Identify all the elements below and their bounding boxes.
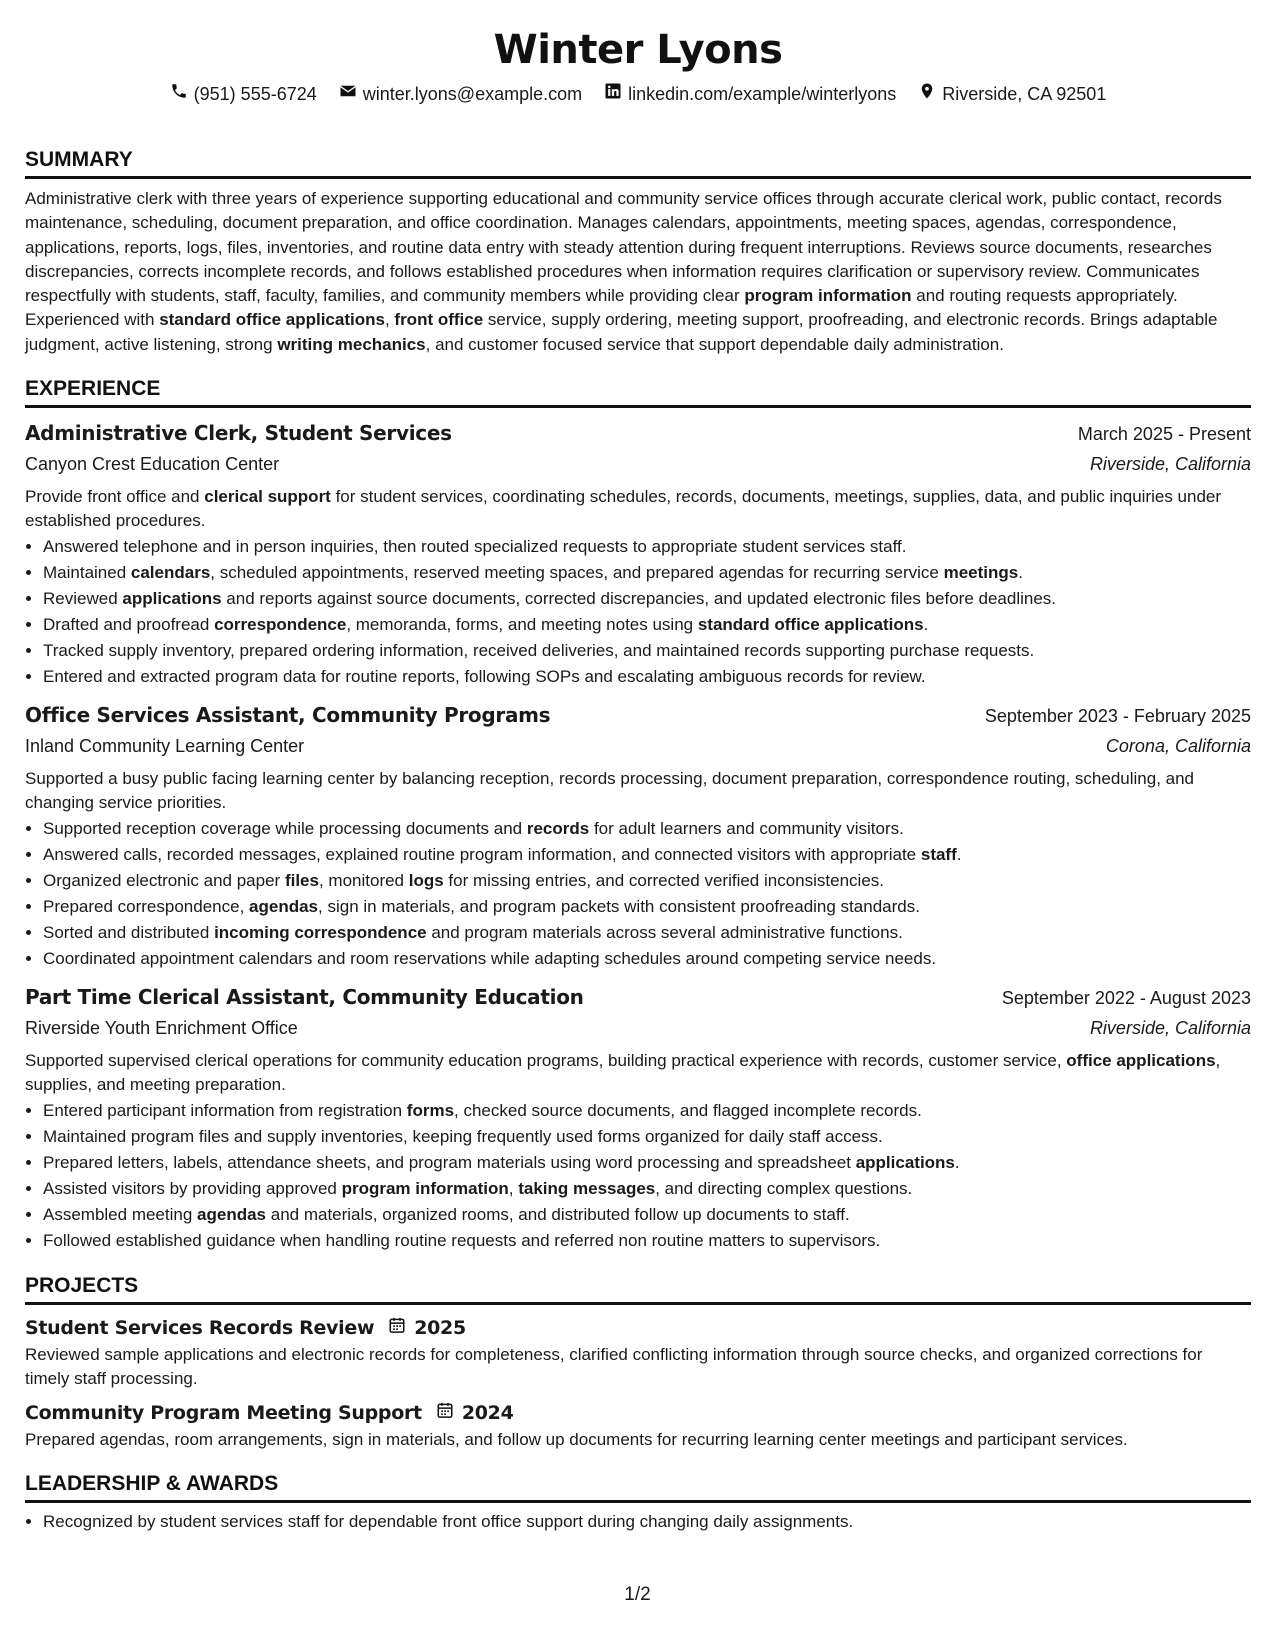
section-title-projects: PROJECTS: [25, 1272, 1251, 1305]
calendar-icon: [382, 1313, 406, 1343]
job-bullet: • Answered calls, recorded messages, explained routine program information, and connected visitors with appropriate staff.: [43, 842, 1251, 868]
job-bullets: [25, 1098, 1251, 1254]
job-location: Corona, California: [1105, 736, 1251, 757]
phone-text: (951) 555-6724: [193, 84, 317, 104]
project-list: [25, 1313, 1251, 1452]
location-text: Riverside, CA 92501: [942, 84, 1107, 104]
page-number: 1/2: [624, 1584, 651, 1605]
job-bullets: [25, 534, 1251, 690]
job-organization: Canyon Crest Education Center: [25, 454, 280, 475]
calendar-icon: [430, 1398, 454, 1428]
contact-linkedin[interactable]: [604, 82, 896, 106]
project-title: Community Program Meeting Support: [25, 1402, 422, 1425]
job-description: Supported a busy public facing learning center by balancing reception, records processing, document preparation, correspondence routing, scheduling, and changing service priorities.: [25, 769, 1195, 812]
project-header: [25, 1313, 1251, 1343]
envelope-icon: [339, 82, 357, 106]
job-description: Provide front office and clerical support for student services, coordinating schedules, records, documents, meetings, supplies, data, and public inquiries under established procedures.: [25, 487, 1222, 530]
job-bullets: [25, 816, 1251, 972]
linkedin-icon: [604, 82, 622, 106]
job-bullet: • Answered telephone and in person inquiries, then routed specialized requests to appropriate student services staff.: [43, 534, 1251, 560]
resume-page: [25, 0, 1251, 1535]
job-bullet: • Coordinated appointment calendars and room reservations while adapting schedules around competing service needs.: [43, 946, 1251, 972]
leadership-list: [25, 1509, 1251, 1535]
project-description: Prepared agendas, room arrangements, sign in materials, and follow up documents for recurring learning center meetings and participant services.: [25, 1430, 1128, 1450]
job-bullet: • Maintained program files and supply inventories, keeping frequently used forms organized for daily staff access.: [43, 1124, 1251, 1150]
job-dates: September 2022 - August 2023: [1001, 988, 1251, 1009]
job-bullet: • Entered participant information from registration forms, checked source documents, and flagged incomplete records.: [43, 1098, 1251, 1124]
job-bullet: • Supported reception coverage while processing documents and records for adult learners and community visitors.: [43, 816, 1251, 842]
job-header: [25, 700, 1251, 731]
job-bullet: • Assembled meeting agendas and materials, organized rooms, and distributed follow up documents to staff.: [43, 1202, 1251, 1228]
contact-bar: [25, 82, 1251, 106]
job-bullet: • Prepared correspondence, agendas, sign in materials, and program packets with consistent proofreading standards.: [43, 894, 1251, 920]
project-entry: [25, 1313, 1251, 1390]
project-description: Reviewed sample applications and electronic records for completeness, clarified conflicting information through source checks, and organized corrections for timely staff processing.: [25, 1345, 1203, 1388]
contact-email[interactable]: [339, 82, 582, 106]
job-bullet: • Tracked supply inventory, prepared ordering information, received deliveries, and maintained records supporting purchase requests.: [43, 638, 1251, 664]
email-text[interactable]: winter.lyons@example.com: [362, 84, 583, 104]
job-description: Supported supervised clerical operations for community education programs, building practical experience with records, customer service, office applications, supplies, and meeting preparation.: [25, 1051, 1221, 1094]
job-subheader: [25, 731, 1251, 761]
experience-entry: [25, 418, 1251, 690]
job-bullet: • Prepared letters, labels, attendance sheets, and program materials using word processing and spreadsheet applications.: [43, 1150, 1251, 1176]
job-dates: September 2023 - February 2025: [984, 706, 1251, 727]
job-bullet: • Entered and extracted program data for routine reports, following SOPs and escalating ambiguous records for review.: [43, 664, 1251, 690]
job-location: Riverside, California: [1089, 454, 1251, 475]
job-subheader: [25, 1013, 1251, 1043]
project-title: Student Services Records Review: [25, 1317, 375, 1340]
job-bullet: • Sorted and distributed incoming correspondence and program materials across several administrative functions.: [43, 920, 1251, 946]
job-bullet: • Maintained calendars, scheduled appointments, reserved meeting spaces, and prepared agendas for recurring service meetings.: [43, 560, 1251, 586]
job-dates: March 2025 - Present: [1077, 424, 1251, 445]
experience-entry: [25, 700, 1251, 972]
job-organization: Riverside Youth Enrichment Office: [25, 1018, 298, 1039]
job-bullet: • Drafted and proofread correspondence, memoranda, forms, and meeting notes using standard office applications.: [43, 612, 1251, 638]
contact-location: [918, 82, 1106, 106]
job-location: Riverside, California: [1089, 1018, 1251, 1039]
phone-icon: [170, 82, 188, 106]
job-title: Part Time Clerical Assistant, Community Education: [25, 985, 584, 1010]
leadership-item: • Recognized by student services staff for dependable front office support during changing daily assignments.: [43, 1509, 1251, 1535]
project-entry: [25, 1398, 1251, 1452]
section-title-experience: EXPERIENCE: [25, 375, 1251, 408]
job-header: [25, 418, 1251, 449]
job-bullet: • Assisted visitors by providing approved program information, taking messages, and directing complex questions.: [43, 1176, 1251, 1202]
job-title: Office Services Assistant, Community Programs: [25, 703, 551, 728]
job-bullet: • Followed established guidance when handling routine requests and referred non routine matters to supervisors.: [43, 1228, 1251, 1254]
job-subheader: [25, 449, 1251, 479]
job-header: [25, 982, 1251, 1013]
experience-entry: [25, 982, 1251, 1254]
candidate-name: Winter Lyons: [493, 27, 783, 73]
project-year: 2025: [414, 1317, 466, 1340]
section-title-summary: SUMMARY: [25, 146, 1251, 179]
linkedin-text[interactable]: linkedin.com/example/winterlyons: [628, 84, 897, 104]
section-title-leadership: LEADERSHIP & AWARDS: [25, 1470, 1251, 1503]
job-bullet: • Reviewed applications and reports against source documents, corrected discrepancies, and updated electronic files before deadlines.: [43, 586, 1251, 612]
map-pin-icon: [918, 82, 936, 106]
project-year: 2024: [461, 1402, 514, 1425]
summary-text: Administrative clerk with three years of experience supporting educational and community service offices through accurate clerical work, public contact, records maintenance, scheduling, document preparation, and office coordination. Manages calendars, appointments, meeting spaces, agendas, correspondence, applications, reports, logs, files, inventories, and routine data entry with steady attention during frequent interruptions. Reviews source documents, researches discrepancies, corrects incomplete records, and follows established procedures when information requires clarification or supervisory review. Communicates respectfully with students, staff, faculty, families, and community members while providing clear program information and routing requests appropriately. Experienced with standard office applications, front office service, supply ordering, meeting support, proofreading, and electronic records. Brings adaptable judgment, active listening, strong writing mechanics, and customer focused service that support dependable daily administration.: [25, 189, 1222, 354]
job-title: Administrative Clerk, Student Services: [25, 421, 452, 446]
job-bullet: • Organized electronic and paper files, monitored logs for missing entries, and corrected verified inconsistencies.: [43, 868, 1251, 894]
experience-list: [25, 418, 1251, 1254]
contact-phone: [170, 82, 317, 106]
project-header: [25, 1398, 1251, 1428]
job-organization: Inland Community Learning Center: [25, 736, 305, 757]
